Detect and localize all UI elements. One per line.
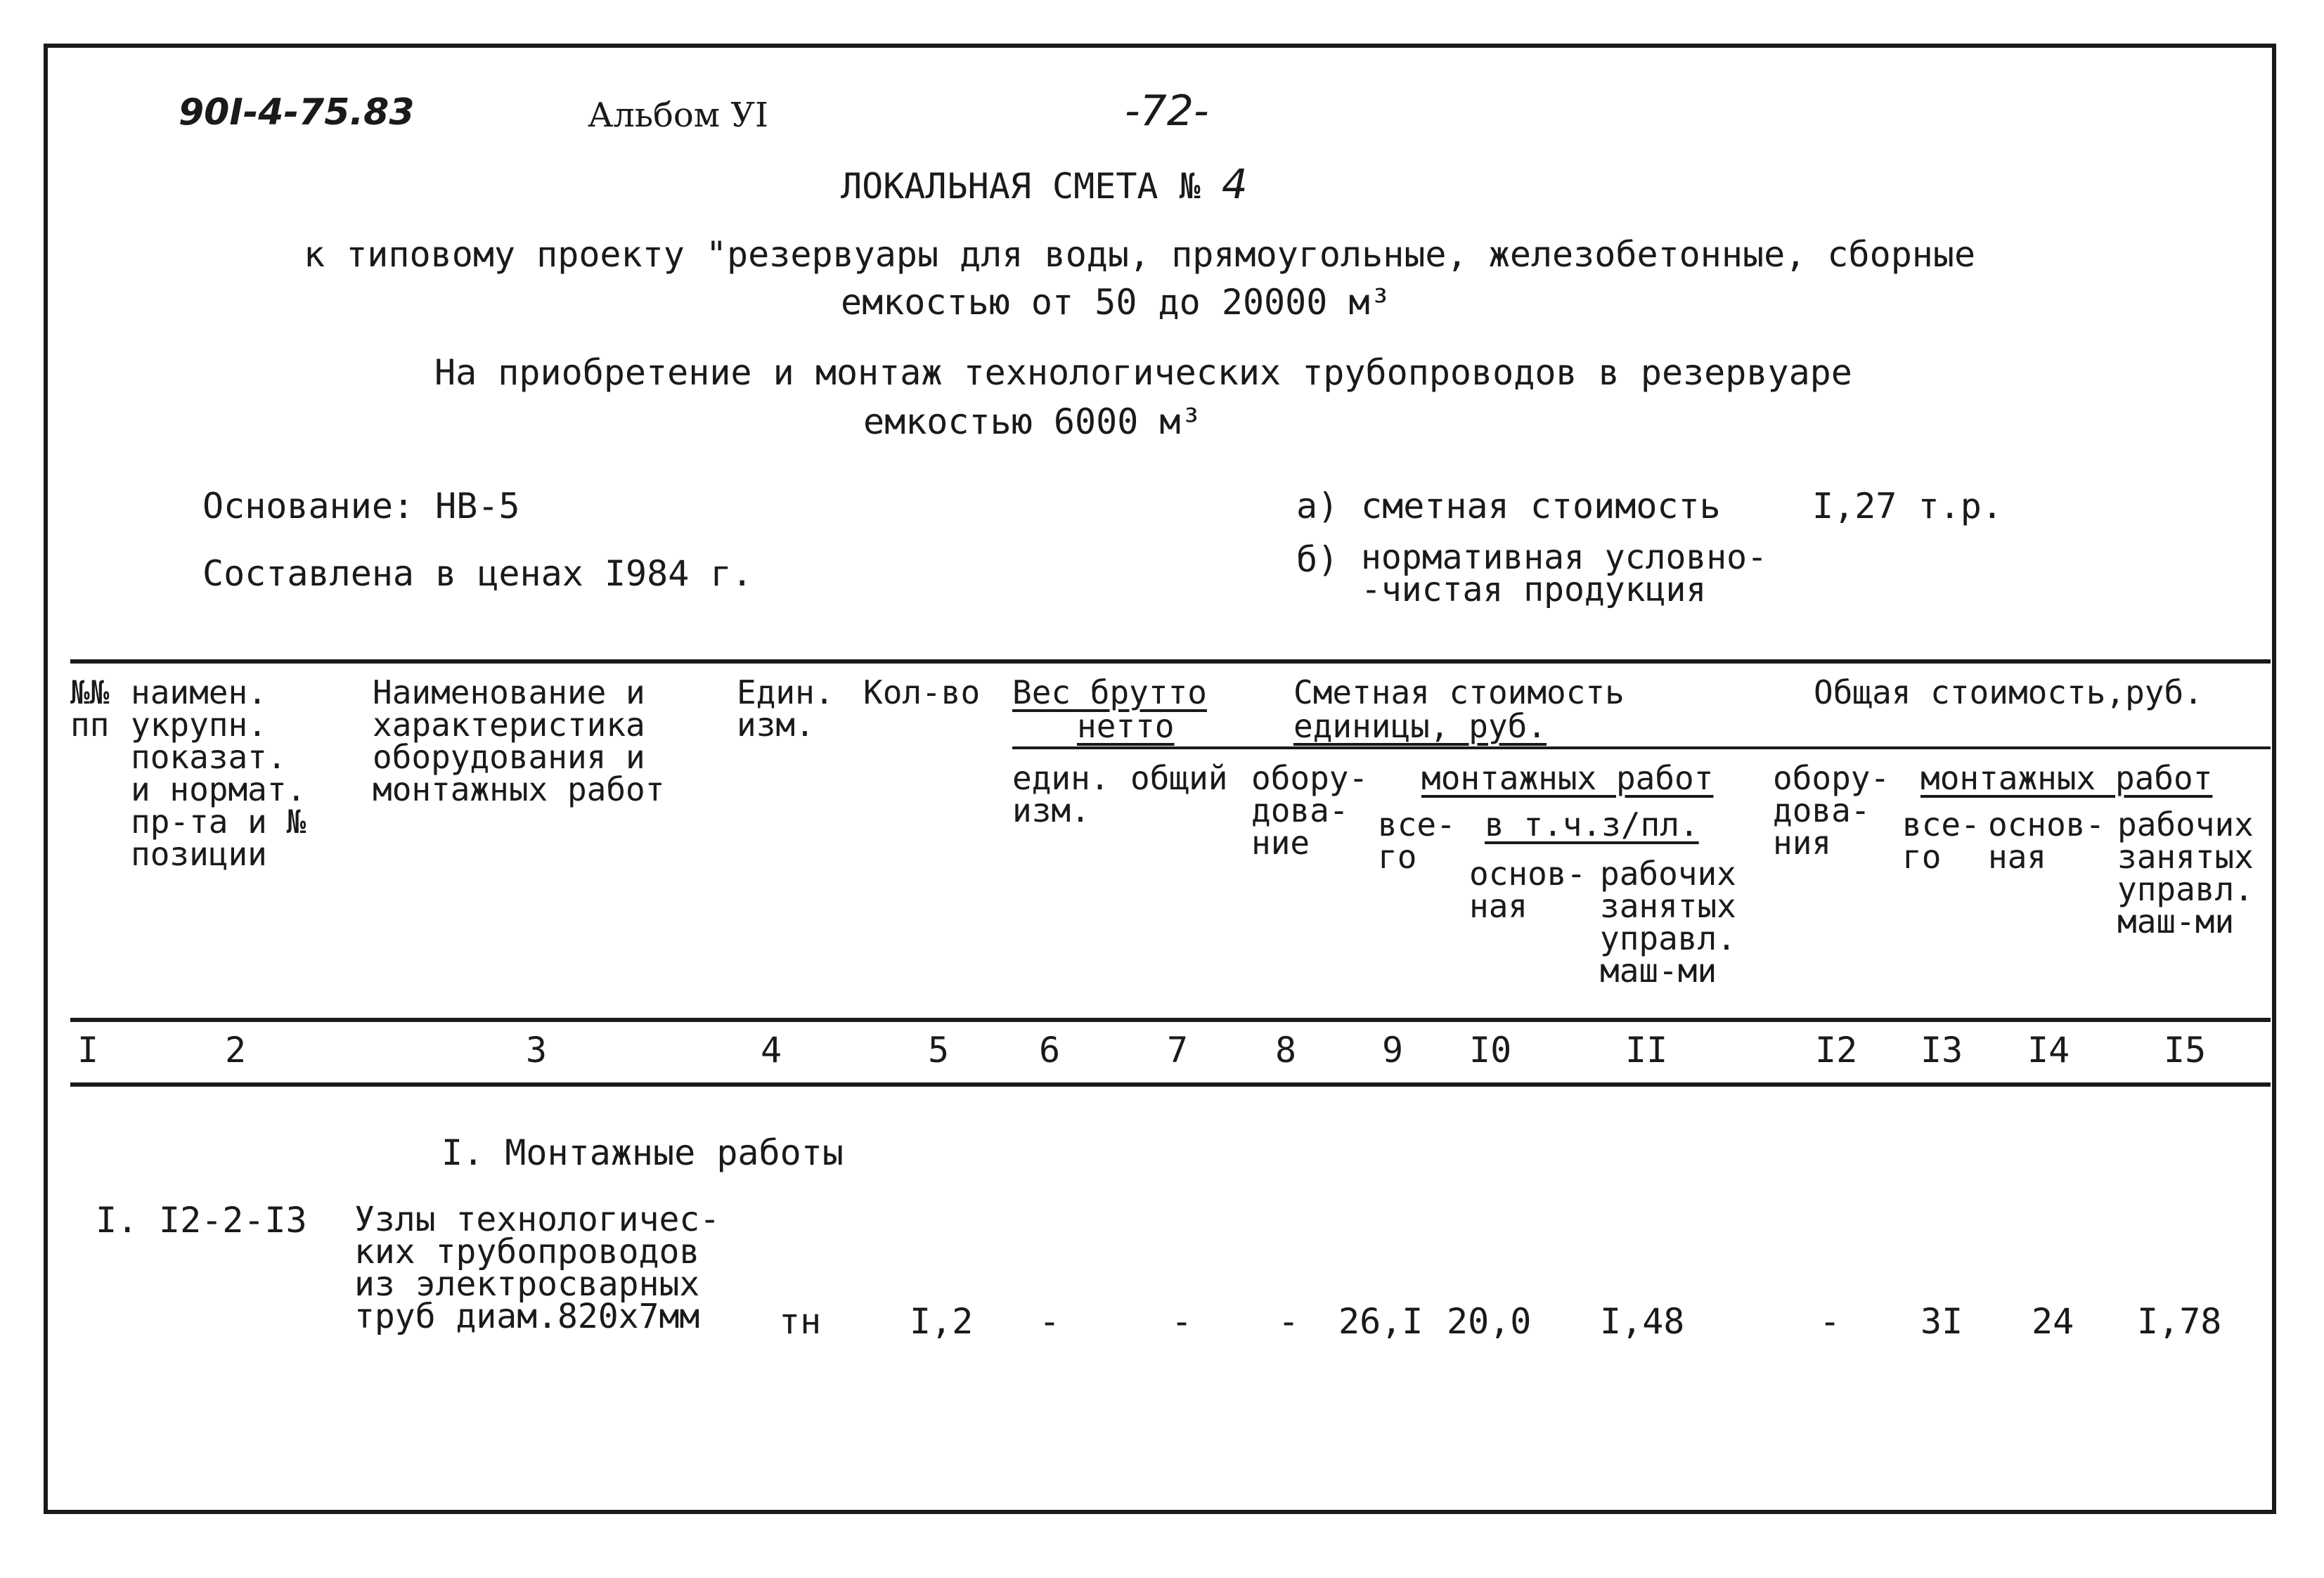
col-header-mount-total: все- го (1378, 806, 1456, 876)
col-header-equipment-total: обору- дова- ния (1773, 759, 1890, 862)
basis: Основание: НВ-5 (202, 486, 520, 526)
row-unit: тн (779, 1301, 822, 1342)
estimate-title (841, 160, 1248, 208)
colnum-6: 6 (1039, 1030, 1061, 1071)
col-header-name: Наименование и характеристика оборудования и монтажных работ (373, 673, 665, 808)
colnum-13: I3 (1920, 1030, 1963, 1071)
colnum-14: I4 (2027, 1030, 2070, 1071)
colnum-11: II (1625, 1030, 1668, 1071)
col-header-qty: Кол-во (863, 673, 981, 711)
title-prefix: ЛОКАЛЬНАЯ СМЕТА № (841, 166, 1201, 207)
row-unit-mount-machine: I,48 (1600, 1301, 1685, 1342)
item-a-text: сметная стоимость (1361, 486, 1721, 526)
col-header-total-all: все- го (1902, 806, 1980, 876)
row-number: I. (96, 1200, 138, 1241)
colnum-3: 3 (526, 1030, 548, 1071)
colnum-15: I5 (2164, 1030, 2207, 1071)
row-total-base: 24 (2032, 1301, 2074, 1342)
album-label: Альбом УI (588, 96, 769, 135)
row-total-mount: 3I (1920, 1301, 1963, 1342)
col-header-mounting-total: монтажных работ (1920, 759, 2213, 797)
col-header-total-machine: рабочих занятых управл. маш-ми (2117, 806, 2254, 940)
numbers-bottom-rule (70, 1082, 2271, 1087)
col-header-weight-unit: един. изм. (1012, 759, 1110, 829)
colnum-9: 9 (1382, 1030, 1404, 1071)
doc-code: 90I-4-75.83 (179, 91, 415, 134)
col-header-weight-total: общий (1130, 759, 1228, 797)
col-header-weight-net: нетто (1077, 707, 1175, 745)
colnum-12: I2 (1815, 1030, 1858, 1071)
item-b-text: нормативная условно- -чистая продукция (1361, 538, 1767, 609)
col-header-unit-cost: Сметная стоимость (1293, 673, 1625, 711)
col-header-total-base: основ- ная (1988, 806, 2105, 876)
row-item-name: Узлы технологичес- ких трубопроводов из электросварных труб диам.820х7мм (354, 1200, 721, 1336)
row-qty: I,2 (910, 1301, 974, 1342)
row-unit-mount-total: 26,I (1338, 1301, 1424, 1342)
prices-year: Составлена в ценах I984 г. (202, 553, 753, 594)
purpose-line-2: емкостью 6000 м³ (863, 401, 1202, 442)
col-header-num: №№ пп (70, 673, 110, 744)
colnum-1: I (77, 1030, 99, 1071)
col-header-base: основ- ная (1469, 855, 1587, 925)
table-top-rule (70, 659, 2271, 664)
purpose-line-1: На приобретение и монтаж технологических трубопроводов в резервуаре (434, 352, 1852, 393)
row-weight-total: - (1171, 1301, 1193, 1342)
item-a-label: а) (1296, 486, 1339, 526)
item-b-label: б) (1296, 539, 1339, 580)
page-number: -72- (1125, 86, 1209, 136)
col-header-equipment: обору- дова- ние (1251, 759, 1369, 862)
colnum-4: 4 (761, 1030, 782, 1071)
title-number: 4 (1221, 160, 1248, 208)
col-header-total-cost: Общая стоимость,руб. (1814, 673, 2203, 711)
section-title: I. Монтажные работы (441, 1132, 844, 1173)
col-header-mounting: монтажных работ (1421, 759, 1714, 797)
row-total-machine: I,78 (2137, 1301, 2222, 1342)
row-unit-mount-base: 20,0 (1447, 1301, 1532, 1342)
col-header-unit: Един. изм. (737, 673, 834, 744)
col-header-machine-workers: рабочих занятых управл. маш-ми (1600, 855, 1736, 990)
row-weight-unit: - (1039, 1301, 1061, 1342)
colnum-2: 2 (225, 1030, 247, 1071)
col-header-weight-gross: Вес брутто (1012, 673, 1207, 711)
col-header-unit-cost-2: единицы, руб. (1293, 707, 1547, 745)
colnum-8: 8 (1275, 1030, 1297, 1071)
colnum-10: I0 (1469, 1030, 1512, 1071)
row-total-equipment: - (1819, 1301, 1841, 1342)
header-divider-rule (1012, 746, 2271, 749)
item-a-value: I,27 т.р. (1812, 486, 2003, 526)
colnum-7: 7 (1167, 1030, 1189, 1071)
col-header-norm: наимен. укрупн. показат. и нормат. пр-та и № позиции (131, 673, 306, 873)
colnum-5: 5 (928, 1030, 950, 1071)
project-line-2: емкостью от 50 до 20000 м³ (841, 282, 1391, 323)
row-unit-equipment: - (1278, 1301, 1300, 1342)
project-line-1: к типовому проекту "резервуары для воды, прямоугольные, железобетонные, сборные (304, 234, 1976, 275)
header-bottom-rule (70, 1018, 2271, 1022)
row-norm-code: I2-2-I3 (159, 1200, 307, 1241)
col-header-incl-wages: в т.ч.з/пл. (1485, 806, 1699, 843)
